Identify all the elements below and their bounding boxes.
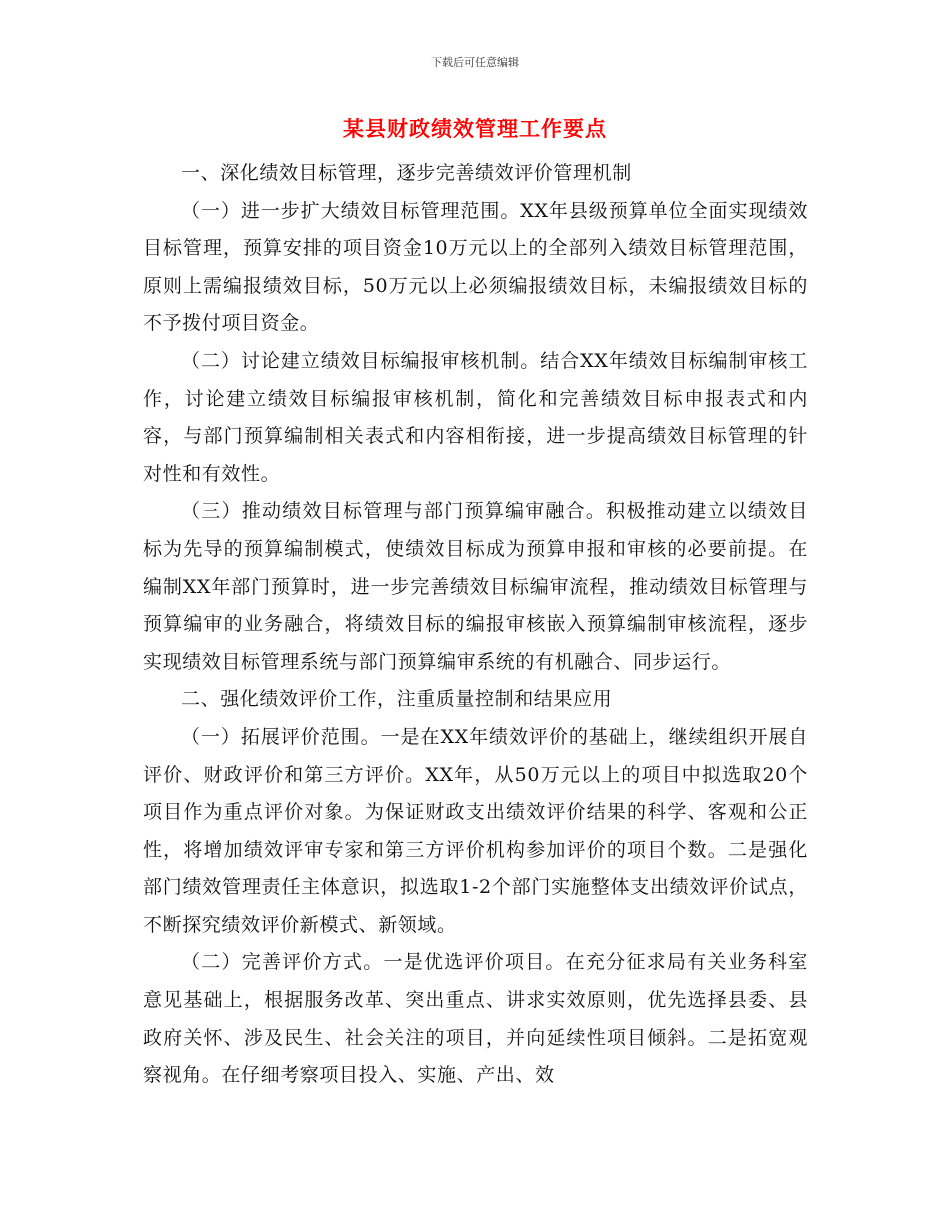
paragraph-1-3: （三）推动绩效目标管理与部门预算编审融合。积极推动建立以绩效目标为先导的预算编制模式，使绩效目标成为预算申报和审核的必要前提。在编制XX年部门预算时，进一步完善绩效目标编审流程，推动绩效目标管理与预算编审的业务融合，将绩效目标的编报审核嵌入预算编制审核流程，逐步实现绩效目标管理系统与部门预算编审系统的有机融合、同步运行。 bbox=[143, 500, 808, 673]
document-title: 某县财政绩效管理工作要点 bbox=[343, 117, 607, 141]
section-heading-2: 二、强化绩效评价工作，注重质量控制和结果应用 bbox=[181, 688, 613, 711]
paragraph-2-1: （一）拓展评价范围。一是在XX年绩效评价的基础上，继续组织开展自评价、财政评价和第三方评价。XX年，从50万元以上的项目中拟选取20个项目作为重点评价对象。为保证财政支出绩效评价结果的科学、客观和公正性，将增加绩效评审专家和第三方评价机构参加评价的项目个数。二是强化部门绩效管理责任主体意识，拟选取1-2个部门实施整体支出绩效评价试点，不断探究绩效评价新模式、新领域。 bbox=[143, 725, 808, 936]
paragraph-1-1: （一）进一步扩大绩效目标管理范围。XX年县级预算单位全面实现绩效目标管理，预算安排的项目资金10万元以上的全部列入绩效目标管理范围，原则上需编报绩效目标，50万元以上必须编报绩效目标，未编报绩效目标的不予拨付项目资金。 bbox=[143, 199, 808, 335]
paragraph-1-2: （二）讨论建立绩效目标编报审核机制。结合XX年绩效目标编制审核工作，讨论建立绩效目标编报审核机制，简化和完善绩效目标申报表式和内容，与部门预算编制相关表式和内容相衔接，进一步提高绩效目标管理的针对性和有效性。 bbox=[143, 349, 808, 485]
document-body bbox=[143, 155, 808, 1095]
header-note: 下载后可任意编辑 bbox=[431, 56, 519, 69]
paragraph-2-2: （二）完善评价方式。一是优选评价项目。在充分征求局有关业务科室意见基础上，根据服务改革、突出重点、讲求实效原则，优先选择县委、县政府关怀、涉及民生、社会关注的项目，并向延续性项目倾斜。二是拓宽观察视角。在仔细考察项目投入、实施、产出、效 bbox=[143, 951, 808, 1087]
section-heading-1: 一、深化绩效目标管理，逐步完善绩效评价管理机制 bbox=[181, 162, 632, 184]
